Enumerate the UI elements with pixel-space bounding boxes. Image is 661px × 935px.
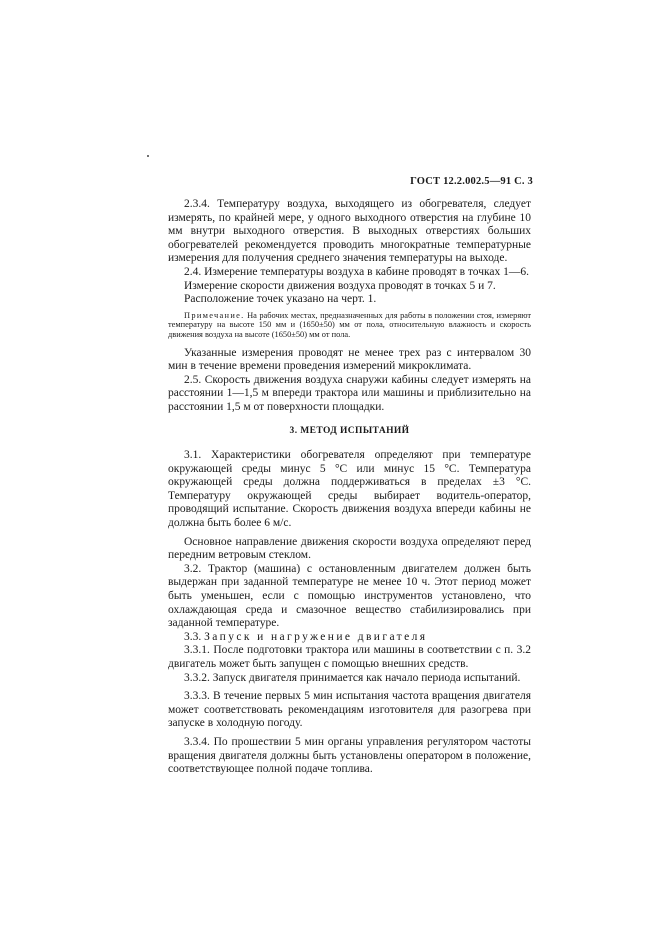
note-label: Примечание. <box>184 310 245 320</box>
paragraph-points-location: Расположение точек указано на черт. 1. <box>184 293 377 306</box>
note-block <box>168 311 531 340</box>
paragraph-3-3-4: 3.3.4. По прошествии 5 мин органы управления регулятором частоты вращения двигателя должны быть установлены оператором в положение, соответствующее полной подаче топлива. <box>168 735 531 776</box>
paragraph-3-3-2: 3.3.2. Запуск двигателя принимается как начало периода испытаний. <box>184 671 521 684</box>
paragraph-measurements-repeat: Указанные измерения проводят не менее трех раз с интервалом 30 мин в течение времени проведения измерений микроклимата. <box>168 346 531 373</box>
subheading-3-3 <box>168 631 531 645</box>
paragraph-3-3-1: 3.3.1. После подготовки трактора или машины в соответствии с п. 3.2 двигатель может быть запущен с помощью внешних средств. <box>168 644 531 670</box>
subheading-text: Запуск и нагружение двигателя <box>204 630 428 643</box>
scan-speck <box>147 155 149 157</box>
paragraph-2-4: 2.4. Измерение температуры воздуха в кабине проводят в точках 1—6. <box>184 265 530 278</box>
subheading-number: 3.3. <box>184 630 202 643</box>
page-body <box>168 198 531 777</box>
paragraph-3-2: 3.2. Трактор (машина) с остановленным двигателем должен быть выдержан при заданной температуре не менее 10 ч. Этот период может быть уменьшен, если с помощью инструментов установлено, что охлаждающая среда и смазочное вещество стабилизировались при заданной температуре. <box>168 562 531 630</box>
paragraph-3-1: 3.1. Характеристики обогревателя определяют при температуре окружающей среды минус 5 °С или минус 15 °С. Температура окружающей среды должна поддерживаться в пределах ±3 °С. Температуру окружающей среды выбирает водитель-оператор, проводящий испытание. Скорость движения воздуха впереди кабины не должна быть более 6 м/с. <box>168 449 531 530</box>
paragraph-2-3-4: 2.3.4. Температуру воздуха, выходящего из обогревателя, следует измерять, по крайней мере, у одного выходного отверстия на глубине 10 мм внутри выходного отверстия. В выходных отверстиях больших обогревателей рекомендуется проводить многократные температурные измерения для получения среднего значения температуры на выходе. <box>168 198 531 265</box>
note-text: На рабочих местах, предназначенных для работы в положении стоя, измеряют температуру на высоте 150 мм и (1650±50) мм от пола, относительную влажность и скорость движения воздуха на высоте (1650±50) мм от пола. <box>168 310 531 339</box>
paragraph-2-5: 2.5. Скорость движения воздуха снаружи кабины следует измерять на расстоянии 1—1,5 м впереди трактора или машины и приблизительно на расстоянии 1,5 м от поверхности площадки. <box>168 373 531 413</box>
section-title: 3. МЕТОД ИСПЫТАНИЙ <box>289 425 410 436</box>
paragraph-3-3-3: 3.3.3. В течение первых 5 мин испытания частота вращения двигателя может соответствовать рекомендациям изготовителя для разогрева при запуске в холодную погоду. <box>168 690 531 730</box>
paragraph-air-direction: Основное направление движения скорости воздуха определяют перед передним ветровым стеклом. <box>168 535 531 562</box>
page-header: ГОСТ 12.2.002.5—91 С. 3 <box>410 176 533 187</box>
paragraph-air-speed-points: Измерение скорости движения воздуха проводят в точках 5 и 7. <box>184 279 496 292</box>
